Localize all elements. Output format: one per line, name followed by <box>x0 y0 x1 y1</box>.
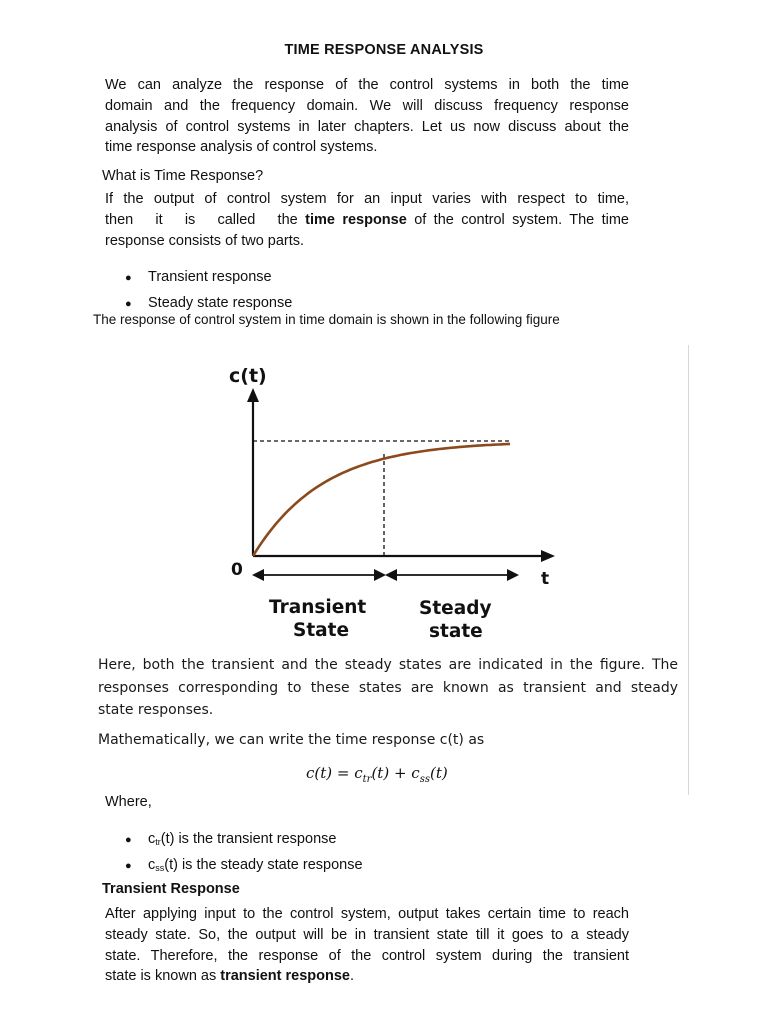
transient-line: state. Therefore, the response of the control system during the transient <box>105 947 629 964</box>
steady-arrow-right <box>507 569 519 581</box>
list-item-label <box>148 831 336 847</box>
formula-subscript: tr <box>362 774 372 785</box>
x-axis-arrow <box>541 550 555 562</box>
figure-explanation <box>98 654 678 722</box>
definition-symbol: c <box>148 857 156 873</box>
definition-subscript: tr <box>155 837 161 847</box>
bullet-icon: ● <box>125 834 132 846</box>
list-item-label: Transient response <box>148 269 272 285</box>
what-is-line-text: then it is called the <box>105 211 306 228</box>
figure-text-line: Here, both the transient and the steady states are indicated in the figure. The <box>98 657 678 673</box>
figure-text-line: state responses. <box>98 702 214 718</box>
what-is-line: If the output of control system for an input varies with respect to time, <box>105 191 629 207</box>
intro-line: analysis of control systems in later chapters. Let us now discuss about the <box>105 118 629 135</box>
response-curve <box>253 444 510 556</box>
transient-paragraph <box>105 904 629 987</box>
transient-line-text: state is known as <box>105 968 221 985</box>
bullet-icon: ● <box>125 298 132 310</box>
definition-subscript: ss <box>155 863 165 873</box>
list-item <box>125 831 336 847</box>
y-axis-label: c(t) <box>229 365 267 387</box>
figure-caption: The response of control system in time domain is shown in the following figure <box>93 312 560 327</box>
where-label: Where, <box>105 794 152 810</box>
list-item-label: Steady state response <box>148 295 293 311</box>
steady-arrow-left <box>385 569 397 581</box>
list-item <box>125 857 363 873</box>
transient-line: After applying input to the control system, output takes certain time to reach <box>105 906 629 922</box>
what-is-line-text: of the control system. The time <box>406 211 629 228</box>
transient-arrow-left <box>252 569 264 581</box>
bullet-icon: ● <box>125 272 132 284</box>
formula-part: (t) <box>429 764 448 782</box>
bullet-icon: ● <box>125 860 132 872</box>
what-is-line: response consists of two parts. <box>105 232 305 249</box>
intro-line: time response analysis of control systems. <box>105 139 378 156</box>
y-axis-arrow <box>247 388 259 402</box>
transient-line-text: . <box>350 968 355 985</box>
transient-response-term: transient response <box>220 968 350 985</box>
transient-section-heading: Transient Response <box>102 881 240 897</box>
figure-text-line: responses corresponding to these states are known as transient and steady <box>98 679 678 696</box>
intro-line: domain and the frequency domain. We will discuss frequency response <box>105 97 629 114</box>
time-response-term: time response <box>305 211 407 228</box>
time-response-formula <box>306 764 448 785</box>
math-intro: Mathematically, we can write the time response c(t) as <box>98 732 485 748</box>
formula-subscript: ss <box>419 774 430 785</box>
intro-line: We can analyze the response of the control systems in both the time <box>105 77 629 93</box>
definition-text: (t) is the transient response <box>160 831 337 847</box>
steady-label: Steady <box>419 598 492 619</box>
transient-line <box>105 966 629 987</box>
transient-label: Transient <box>269 597 367 618</box>
definition-text: (t) is the steady state response <box>164 857 363 873</box>
formula-part: (t) + c <box>371 764 420 782</box>
origin-label: 0 <box>231 560 243 580</box>
what-is-heading: What is Time Response? <box>102 168 264 184</box>
formula-part: c(t) = c <box>306 764 363 782</box>
definition-symbol: c <box>148 831 156 847</box>
transient-line: steady state. So, the output will be in transient state till it goes to a steady <box>105 926 629 943</box>
list-item-label <box>148 857 363 873</box>
x-axis-label: t <box>541 569 550 589</box>
transient-arrow-right <box>374 569 386 581</box>
steady-label: state <box>429 621 483 642</box>
transient-label: State <box>293 620 350 641</box>
page-title: TIME RESPONSE ANALYSIS <box>284 42 484 58</box>
